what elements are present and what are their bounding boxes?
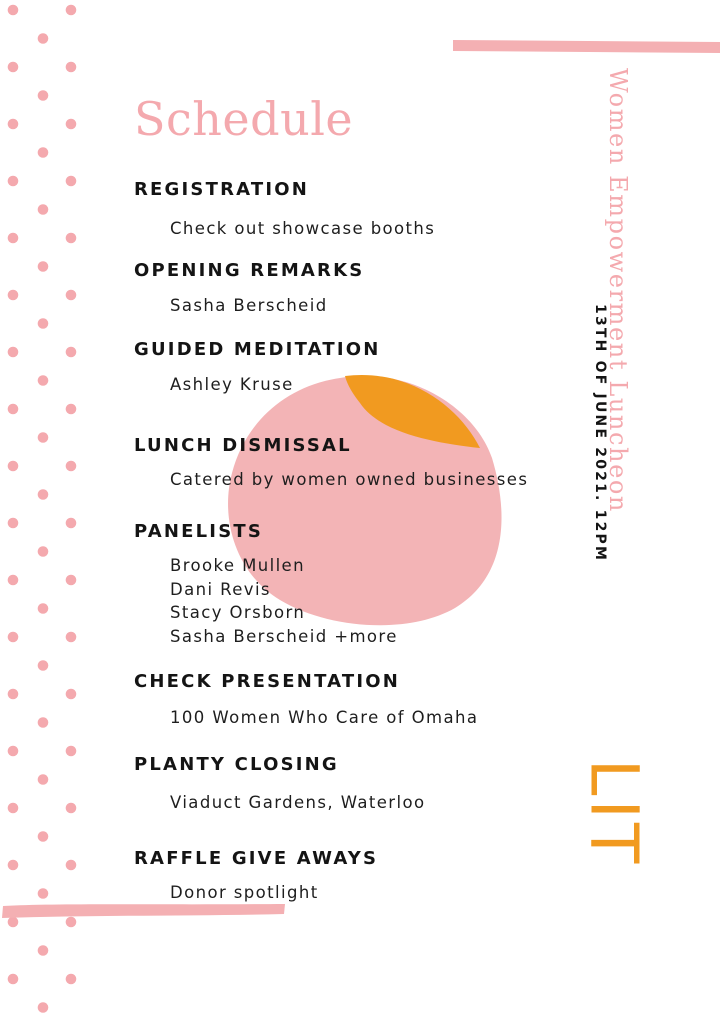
decor-dot (66, 461, 77, 472)
decor-dot (38, 603, 49, 614)
decor-dot (66, 119, 77, 130)
decor-dot (66, 62, 77, 73)
top-brush-stroke (453, 38, 720, 54)
decor-dot (38, 945, 49, 956)
decor-dot (8, 347, 19, 358)
section-heading: PLANTY CLOSING (134, 754, 339, 775)
decor-dot (66, 5, 77, 16)
decor-dot (8, 233, 19, 244)
schedule-section-panelists (134, 521, 398, 648)
section-heading: REGISTRATION (134, 179, 310, 200)
schedule-item: Viaduct Gardens, Waterloo (170, 793, 426, 812)
decor-dot (66, 689, 77, 700)
decor-dot (8, 176, 19, 187)
schedule-item: Sasha Berscheid +more (170, 626, 398, 646)
decor-dot (38, 33, 49, 44)
decor-dot (8, 518, 19, 529)
schedule-item: Dani Revis (170, 579, 271, 599)
section-heading: RAFFLE GIVE AWAYS (134, 848, 379, 869)
decor-dot (66, 860, 77, 871)
decor-dot (38, 489, 49, 500)
schedule-section-check-presentation (134, 671, 478, 730)
decor-dot (38, 888, 49, 899)
decor-dot (38, 717, 49, 728)
decor-dot (38, 375, 49, 386)
schedule-item: Catered by women owned businesses (170, 470, 529, 489)
decor-dot (66, 632, 77, 643)
decor-dot (38, 147, 49, 158)
decor-dot (8, 860, 19, 871)
decor-dot (8, 290, 19, 301)
schedule-item: Stacy Orsborn (170, 603, 306, 622)
decor-dot (38, 546, 49, 557)
decor-dot (8, 575, 19, 586)
decor-dot (8, 974, 19, 985)
decor-dot (8, 689, 19, 700)
decor-dot (8, 404, 19, 415)
decor-dot (38, 432, 49, 443)
decor-dot (38, 90, 49, 101)
decor-dot (8, 746, 19, 757)
decor-dot (38, 660, 49, 671)
decor-dot (66, 176, 77, 187)
decor-dot (38, 261, 49, 272)
schedule-section-guided-meditation (134, 339, 381, 397)
section-heading: CHECK PRESENTATION (134, 671, 401, 692)
decor-dot (66, 974, 77, 985)
section-heading: OPENING REMARKS (134, 260, 365, 281)
schedule-item: Check out showcase booths (170, 219, 436, 238)
schedule-section-planty-closing (134, 754, 425, 815)
decor-dot (38, 831, 49, 842)
decor-dot (8, 62, 19, 73)
decor-dot (38, 204, 49, 215)
schedule-item: Donor spotlight (170, 883, 319, 902)
page-title: Schedule (134, 92, 354, 146)
decor-dot (66, 404, 77, 415)
decor-dot (8, 803, 19, 814)
schedule-item: Sasha Berscheid (170, 296, 328, 315)
decor-dot (66, 518, 77, 529)
schedule-section-registration (134, 179, 435, 241)
section-heading: GUIDED MEDITATION (134, 339, 381, 360)
decor-dot (66, 746, 77, 757)
decor-dot (38, 774, 49, 785)
decor-dot (66, 575, 77, 586)
event-name-vertical: Women Empowerment Luncheon (604, 68, 632, 513)
decor-dot (8, 461, 19, 472)
schedule-section-opening-remarks (134, 260, 364, 318)
decor-dot (38, 318, 49, 329)
section-heading: LUNCH DISMISSAL (134, 435, 352, 456)
section-heading: PANELISTS (134, 521, 264, 542)
dot-pattern-decoration (0, 0, 90, 1018)
decor-dot (66, 347, 77, 358)
schedule-item: Brooke Mullen (170, 556, 305, 575)
decor-dot (66, 803, 77, 814)
schedule-section-raffle-give-aways (134, 848, 378, 905)
schedule-section-lunch-dismissal (134, 435, 528, 492)
event-date-vertical: 13TH OF JUNE 2021. 12PM (592, 304, 608, 563)
lit-logo: LIT (575, 758, 653, 868)
decor-dot (38, 1002, 49, 1013)
schedule-item: 100 Women Who Care of Omaha (170, 708, 479, 727)
decor-dot (8, 632, 19, 643)
decor-dot (8, 5, 19, 16)
decor-dot (8, 119, 19, 130)
schedule-item: Ashley Kruse (170, 375, 294, 394)
decor-dot (66, 233, 77, 244)
decor-dot (66, 290, 77, 301)
